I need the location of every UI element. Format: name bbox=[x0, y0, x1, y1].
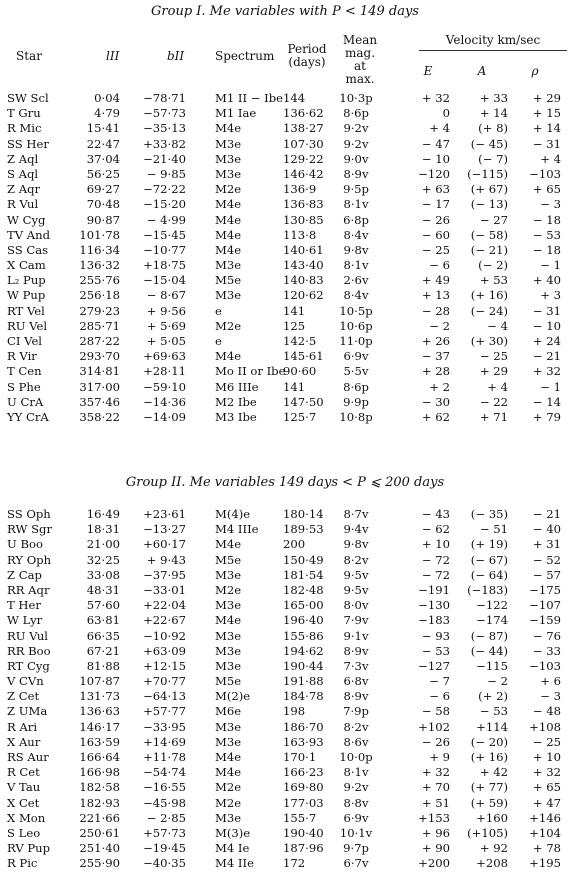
spectrum: M4e bbox=[215, 227, 242, 242]
period: 190·44 bbox=[283, 658, 324, 673]
period: 147·50 bbox=[283, 394, 324, 409]
table-row: X Mon 221·66 − 2·85 M3e 155·7 6·9v +153 +160 +146 bbox=[7, 810, 561, 825]
period: 144 bbox=[283, 91, 306, 105]
group2-table bbox=[0, 507, 570, 872]
period: 129·22 bbox=[283, 151, 324, 166]
table-row: T Her 57·60 +22·04 M3e 165·00 8·0v −130 −122 −107 bbox=[7, 598, 561, 613]
star-name: R Cet bbox=[7, 765, 40, 780]
spectrum: M1 Iae bbox=[215, 106, 257, 121]
star-name: Z Aqr bbox=[7, 182, 41, 197]
period: 181·54 bbox=[283, 567, 324, 582]
spectrum: M3e bbox=[215, 719, 242, 734]
spectrum: M3e bbox=[215, 658, 242, 673]
star-name: YY CrA bbox=[7, 409, 49, 424]
velocity-rule bbox=[419, 50, 567, 51]
period: 180·14 bbox=[283, 507, 324, 521]
spectrum: M4 Ie bbox=[215, 841, 250, 856]
spectrum: M3e bbox=[215, 567, 242, 582]
table-row: S Leo 250·61 +57·73 M(3)e 190·40 10·1v + 96 (+105) +104 bbox=[7, 825, 561, 840]
table-row: RS Aur 166·64 +11·78 M4e 170·1 10·0p + 9 (+ 16) + 10 bbox=[7, 750, 561, 764]
spectrum: M3e bbox=[215, 598, 242, 613]
star-name: TV And bbox=[7, 227, 51, 242]
table-row: R Pic 255·90 −40·35 M4 IIe 172 6·7v +200 +208 +195 bbox=[7, 856, 561, 871]
period: 113·8 bbox=[283, 227, 317, 242]
table-row: L₂ Pup 255·76 −15·04 M5e 140·83 2·6v + 49 + 53 + 40 bbox=[7, 273, 561, 288]
period: 169·80 bbox=[283, 780, 324, 795]
table-row: X Cam 136·32 +18·75 M3e 143·40 8·1v − 6 (− 2) − 1 bbox=[7, 258, 561, 273]
table-row: R Cet 166·98 −54·74 M4e 166·23 8·1v + 32 + 42 + 32 bbox=[7, 765, 561, 780]
table-row: R Vul 70·48 −15·20 M4e 136·83 8·1v − 17 (− 13) − 3 bbox=[7, 197, 561, 212]
table-row: TV And 101·78 −15·45 M4e 113·8 8·4v − 60 (− 58) − 53 bbox=[7, 227, 561, 242]
star-name: RR Aqr bbox=[7, 582, 50, 597]
period: 140·61 bbox=[283, 242, 324, 257]
period: 143·40 bbox=[283, 258, 324, 273]
spectrum: Mo II or Ibe bbox=[215, 364, 286, 379]
group1-title: Group I. Me variables with P < 149 days bbox=[151, 4, 419, 19]
period: 189·53 bbox=[283, 522, 324, 537]
star-name: T Her bbox=[7, 598, 41, 613]
star-name: CI Vel bbox=[7, 334, 43, 348]
star-name: SS Oph bbox=[7, 507, 51, 521]
period: 196·40 bbox=[283, 613, 324, 628]
star-name: L₂ Pup bbox=[7, 273, 46, 288]
table-row: V CVn 107·87 +70·77 M5e 191·88 6·8v − 7 − 2 + 6 bbox=[7, 674, 561, 689]
table-row: RW Sgr 18·31 −13·27 M4 IIIe 189·53 9·4v − 62 − 51 − 40 bbox=[7, 522, 561, 537]
period: 155·86 bbox=[283, 628, 324, 643]
table-row: W Pup 256·18 − 8·67 M3e 120·62 8·4v + 13 (+ 16) + 3 bbox=[7, 288, 561, 303]
table-row: RT Vel 279·23 + 9·56 e 141 10·5p − 28 (− 24) − 31 bbox=[7, 303, 561, 318]
star-name: U CrA bbox=[7, 394, 44, 409]
period: 146·42 bbox=[283, 166, 324, 181]
period: 184·78 bbox=[283, 689, 324, 704]
star-name: U Boo bbox=[7, 537, 43, 552]
table-row: SS Her 22·47 +33·82 M3e 107·30 9·2v − 47 (− 45) − 31 bbox=[7, 136, 561, 151]
table-row: Z Cap 33·08 −37·95 M3e 181·54 9·5v − 72 (− 64) − 57 bbox=[7, 567, 561, 582]
table-row: RV Pup 251·40 −19·45 M4 Ie 187·96 9·7p + 90 + 92 + 78 bbox=[7, 841, 561, 856]
period: 186·70 bbox=[283, 719, 324, 734]
star-name: X Cet bbox=[7, 795, 40, 810]
star-name: Z Aql bbox=[7, 151, 39, 166]
period: 136·62 bbox=[283, 106, 324, 121]
table-row: W Cyg 90·87 − 4·99 M4e 130·85 6·8p − 26 − 27 − 18 bbox=[7, 212, 561, 227]
spectrum: M3e bbox=[215, 136, 242, 151]
star-name: T Cen bbox=[7, 364, 42, 379]
spectrum: M5e bbox=[215, 552, 242, 567]
table-row: Z Aqr 69·27 −72·22 M2e 136·9 9·5p + 63 (+ 67) + 65 bbox=[7, 182, 561, 197]
table-row: RR Boo 67·21 +63·09 M3e 194·62 8·9v − 53 (− 44) − 33 bbox=[7, 643, 561, 658]
table-row: R Vir 293·70 +69·63 M4e 145·61 6·9v − 37 − 25 − 21 bbox=[7, 349, 561, 364]
star-name: RU Vul bbox=[7, 628, 48, 643]
period: 170·1 bbox=[283, 750, 317, 764]
star-name: R Vul bbox=[7, 197, 39, 212]
star-name: S Phe bbox=[7, 379, 41, 394]
star-name: X Mon bbox=[7, 810, 46, 825]
period: 107·30 bbox=[283, 136, 324, 151]
spectrum: M6e bbox=[215, 704, 242, 719]
star-name: W Pup bbox=[7, 288, 46, 303]
spectrum: e bbox=[215, 303, 222, 318]
spectrum: M4e bbox=[215, 613, 242, 628]
table-row: R Ari 146·17 −33·95 M3e 186·70 8·2v +102 +114 +108 bbox=[7, 719, 561, 734]
star-name: RS Aur bbox=[7, 750, 49, 764]
star-name: X Cam bbox=[7, 258, 46, 273]
period: 141 bbox=[283, 379, 306, 394]
table-row: X Aur 163·59 +14·69 M3e 163·93 8·6v − 26 (− 20) − 25 bbox=[7, 734, 561, 749]
spectrum: M2e bbox=[215, 582, 242, 597]
spectrum: M4e bbox=[215, 212, 242, 227]
period: 142·5 bbox=[283, 334, 317, 348]
star-name: S Aql bbox=[7, 166, 39, 181]
period: 136·9 bbox=[283, 182, 317, 197]
period: 177·03 bbox=[283, 795, 324, 810]
star-name: Z Cet bbox=[7, 689, 40, 704]
period: 163·93 bbox=[283, 734, 324, 749]
table-row: Z UMa 136·63 +57·77 M6e 198 7·9p − 58 − 53 − 48 bbox=[7, 704, 561, 719]
period: 166·23 bbox=[283, 765, 324, 780]
spectrum: M(2)e bbox=[215, 689, 251, 704]
header-velocity: Velocity km/sec bbox=[445, 33, 541, 47]
star-name: SS Cas bbox=[7, 242, 49, 257]
spectrum: M4e bbox=[215, 242, 242, 257]
period: 125 bbox=[283, 318, 306, 333]
star-name: R Vir bbox=[7, 349, 37, 364]
star-name: RY Oph bbox=[7, 552, 52, 567]
star-name: RV Pup bbox=[7, 841, 51, 856]
table-row: CI Vel 287·22 + 5·05 e 142·5 11·0p + 26 (+ 30) + 24 bbox=[7, 334, 561, 348]
header-rho: ρ bbox=[531, 64, 539, 78]
header-l: lII bbox=[106, 49, 120, 63]
star-name: Z UMa bbox=[7, 704, 48, 719]
spectrum: M4e bbox=[215, 537, 242, 552]
period: 138·27 bbox=[283, 121, 324, 136]
star-name: RU Vel bbox=[7, 318, 48, 333]
star-name: SS Her bbox=[7, 136, 49, 151]
period: 145·61 bbox=[283, 349, 324, 364]
star-name: RR Boo bbox=[7, 643, 51, 658]
spectrum: M5e bbox=[215, 273, 242, 288]
spectrum: M3e bbox=[215, 288, 242, 303]
period: 155·7 bbox=[283, 810, 317, 825]
group2-title: Group II. Me variables 149 days < P ⩽ 200 days bbox=[125, 475, 445, 490]
table-row: Z Aql 37·04 −21·40 M3e 129·22 9·0v − 10 (− 7) + 4 bbox=[7, 151, 561, 166]
spectrum: M3e bbox=[215, 166, 242, 181]
period: 141 bbox=[283, 303, 306, 318]
group1-table bbox=[0, 91, 570, 425]
period: 150·49 bbox=[283, 552, 324, 567]
star-name: V CVn bbox=[7, 674, 44, 689]
header-mag: Mean mag. at max. bbox=[342, 33, 378, 86]
table-row: SS Cas 116·34 −10·77 M4e 140·61 9·8v − 25 (− 21) − 18 bbox=[7, 242, 561, 257]
period: 125·7 bbox=[283, 409, 317, 424]
header-a: A bbox=[477, 64, 487, 78]
table-row: T Gru 4·79 −57·73 M1 Iae 136·62 8·6p 0 + 14 + 15 bbox=[7, 106, 561, 121]
table-row: U Boo 21·00 +60·17 M4e 200 9·8v + 10 (+ 19) + 31 bbox=[7, 537, 561, 552]
star-name: RW Sgr bbox=[7, 522, 52, 537]
star-name: X Aur bbox=[7, 734, 41, 749]
spectrum: M4e bbox=[215, 750, 242, 764]
spectrum: M4e bbox=[215, 121, 242, 136]
table-row: RU Vul 66·35 −10·92 M3e 155·86 9·1v − 93 (− 87) − 76 bbox=[7, 628, 561, 643]
table-row: V Tau 182·58 −16·55 M2e 169·80 9·2v + 70 (+ 77) + 65 bbox=[7, 780, 561, 795]
spectrum: M6 IIIe bbox=[215, 379, 259, 394]
spectrum: M2 Ibe bbox=[215, 394, 257, 409]
star-name: W Lyr bbox=[7, 613, 43, 628]
spectrum: M1 II − Ibe bbox=[215, 91, 284, 105]
period: 136·83 bbox=[283, 197, 324, 212]
period: 187·96 bbox=[283, 841, 324, 856]
period: 90·60 bbox=[283, 364, 317, 379]
table-row: U CrA 357·46 −14·36 M2 Ibe 147·50 9·9p − 30 − 22 − 14 bbox=[7, 394, 561, 409]
period: 198 bbox=[283, 704, 306, 719]
star-name: W Cyg bbox=[7, 212, 46, 227]
table-row: YY CrA 358·22 −14·09 M3 Ibe 125·7 10·8p + 62 + 71 + 79 bbox=[7, 409, 561, 424]
spectrum: M3e bbox=[215, 628, 242, 643]
star-name: T Gru bbox=[7, 106, 41, 121]
table-row: Z Cet 131·73 −64·13 M(2)e 184·78 8·9v − 6 (+ 2) − 3 bbox=[7, 689, 561, 704]
period: 182·48 bbox=[283, 582, 324, 597]
spectrum: M3e bbox=[215, 643, 242, 658]
spectrum: e bbox=[215, 334, 222, 348]
header-spectrum: Spectrum bbox=[215, 49, 275, 63]
spectrum: M4e bbox=[215, 765, 242, 780]
period: 190·40 bbox=[283, 825, 324, 840]
spectrum: M4e bbox=[215, 197, 242, 212]
table-row: W Lyr 63·81 +22·67 M4e 196·40 7·9v −183 −174 −159 bbox=[7, 613, 561, 628]
spectrum: M3 Ibe bbox=[215, 409, 257, 424]
star-name: V Tau bbox=[7, 780, 41, 795]
spectrum: M(3)e bbox=[215, 825, 251, 840]
period: 120·62 bbox=[283, 288, 324, 303]
header-period: Period (days) bbox=[287, 42, 327, 69]
spectrum: M2e bbox=[215, 182, 242, 197]
spectrum: M4 IIe bbox=[215, 856, 254, 871]
spectrum: M2e bbox=[215, 780, 242, 795]
star-name: R Ari bbox=[7, 719, 38, 734]
table-row: SS Oph 16·49 +23·61 M(4)e 180·14 8·7v − 43 (− 35) − 21 bbox=[7, 507, 561, 521]
spectrum: M3e bbox=[215, 734, 242, 749]
table-row: SW Scl 0·04 −78·71 M1 II − Ibe 144 10·3p + 32 + 33 + 29 bbox=[7, 91, 561, 105]
table-row: S Phe 317·00 −59·10 M6 IIIe 141 8·6p + 2 + 4 − 1 bbox=[7, 379, 561, 394]
spectrum: M5e bbox=[215, 674, 242, 689]
period: 140·83 bbox=[283, 273, 324, 288]
star-name: RT Vel bbox=[7, 303, 45, 318]
spectrum: M3e bbox=[215, 810, 242, 825]
spectrum: M(4)e bbox=[215, 507, 251, 521]
spectrum: M2e bbox=[215, 318, 242, 333]
star-name: SW Scl bbox=[7, 91, 49, 105]
table-row: RU Vel 285·71 + 5·69 M2e 125 10·6p − 2 − 4 − 10 bbox=[7, 318, 561, 333]
table-row: S Aql 56·25 − 9·85 M3e 146·42 8·9v −120 (−115) −103 bbox=[7, 166, 561, 181]
spectrum: M4e bbox=[215, 349, 242, 364]
period: 172 bbox=[283, 856, 306, 871]
spectrum: M3e bbox=[215, 151, 242, 166]
star-name: RT Cyg bbox=[7, 658, 50, 673]
spectrum: M4 IIIe bbox=[215, 522, 259, 537]
table-row: R Mic 15·41 −35·13 M4e 138·27 9·2v + 4 (+ 8) + 14 bbox=[7, 121, 561, 136]
star-name: S Leo bbox=[7, 825, 41, 840]
period: 191·88 bbox=[283, 674, 324, 689]
header-b: bII bbox=[167, 49, 185, 63]
table-row: T Cen 314·81 +28·11 Mo II or Ibe 90·60 5·5v + 28 + 29 + 32 bbox=[7, 364, 561, 379]
star-name: R Mic bbox=[7, 121, 42, 136]
header-star: Star bbox=[16, 49, 42, 63]
period: 200 bbox=[283, 537, 306, 552]
table-row: RR Aqr 48·31 −33·01 M2e 182·48 9·5v −191 (−183) −175 bbox=[7, 582, 561, 597]
period: 130·85 bbox=[283, 212, 324, 227]
spectrum: M3e bbox=[215, 258, 242, 273]
header-e: E bbox=[423, 64, 433, 78]
period: 165·00 bbox=[283, 598, 324, 613]
period: 194·62 bbox=[283, 643, 324, 658]
spectrum: M2e bbox=[215, 795, 242, 810]
table-row: X Cet 182·93 −45·98 M2e 177·03 8·8v + 51 (+ 59) + 47 bbox=[7, 795, 561, 810]
table-row: RY Oph 32·25 + 9·43 M5e 150·49 8·2v − 72 (− 67) − 52 bbox=[7, 552, 561, 567]
star-name: R Pic bbox=[7, 856, 38, 871]
table-row: RT Cyg 81·88 +12·15 M3e 190·44 7·3v −127 −115 −103 bbox=[7, 658, 561, 673]
star-name: Z Cap bbox=[7, 567, 42, 582]
